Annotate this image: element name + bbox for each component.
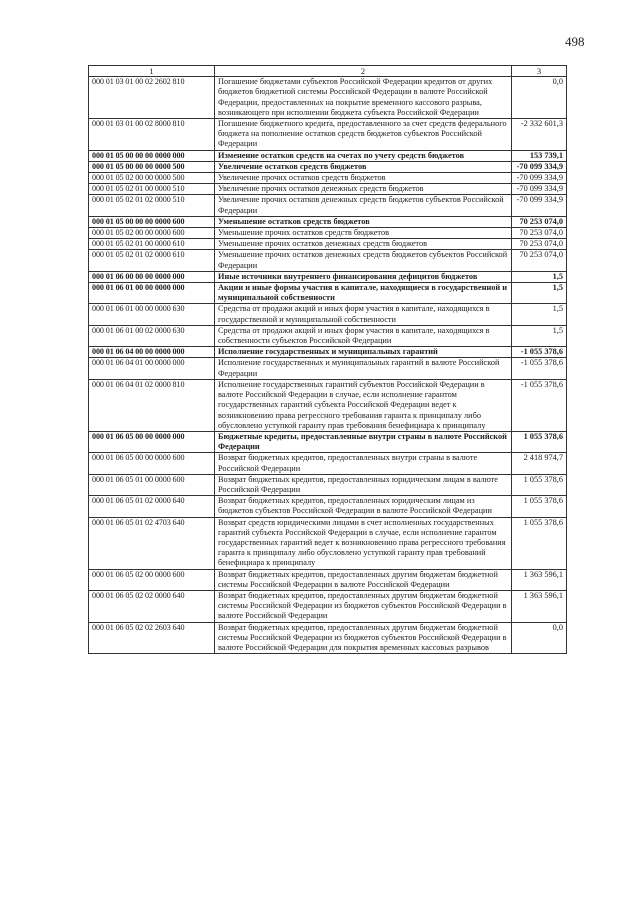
column-header-amount: 3: [512, 66, 567, 77]
amount-cell: 153 739,1: [512, 150, 567, 161]
budget-code-cell: 000 01 03 01 00 02 8000 810: [89, 119, 215, 151]
item-name-cell: Увеличение прочих остатков средств бюджетов: [215, 173, 512, 184]
table-row: [89, 517, 567, 569]
budget-code-cell: 000 01 05 00 00 00 0000 500: [89, 161, 215, 172]
table-row: [89, 239, 567, 250]
budget-code-cell: 000 01 06 04 00 00 0000 000: [89, 347, 215, 358]
item-name-cell: Увеличение остатков средств бюджетов: [215, 161, 512, 172]
amount-cell: 70 253 074,0: [512, 250, 567, 271]
table-row: [89, 173, 567, 184]
amount-cell: -70 099 334,9: [512, 173, 567, 184]
budget-code-cell: 000 01 06 05 00 00 0000 000: [89, 431, 215, 452]
amount-cell: 1 055 378,6: [512, 517, 567, 569]
table-row: [89, 283, 567, 304]
amount-cell: -70 099 334,9: [512, 195, 567, 216]
amount-cell: 1,5: [512, 283, 567, 304]
amount-cell: 2 418 974,7: [512, 453, 567, 474]
amount-cell: 1,5: [512, 325, 567, 346]
budget-code-cell: 000 01 06 05 00 00 0000 600: [89, 453, 215, 474]
amount-cell: 70 253 074,0: [512, 216, 567, 227]
table-row: [89, 216, 567, 227]
budget-code-cell: 000 01 05 00 00 00 0000 600: [89, 216, 215, 227]
table-row: [89, 77, 567, 119]
amount-cell: -1 055 378,6: [512, 358, 567, 379]
item-name-cell: Бюджетные кредиты, предоставленные внутри страны в валюте Российской Федерации: [215, 431, 512, 452]
item-name-cell: Возврат бюджетных кредитов, предоставленных другим бюджетам бюджетной системы Российской Федерации из бюджетов субъектов Российской Федерации в валюте Российской Федерации для покрытия временных кассовых разрывов: [215, 622, 512, 654]
table-row: [89, 358, 567, 379]
amount-cell: 1,5: [512, 304, 567, 325]
item-name-cell: Уменьшение остатков средств бюджетов: [215, 216, 512, 227]
table-header-row: [89, 66, 567, 77]
amount-cell: 0,0: [512, 77, 567, 119]
budget-code-cell: 000 01 05 02 01 02 0000 510: [89, 195, 215, 216]
table-row: [89, 325, 567, 346]
table-row: [89, 271, 567, 282]
item-name-cell: Увеличение прочих остатков денежных средств бюджетов: [215, 184, 512, 195]
budget-code-cell: 000 01 06 05 01 02 0000 640: [89, 496, 215, 517]
item-name-cell: Возврат бюджетных кредитов, предоставленных другим бюджетам бюджетной системы Российской Федерации в валюте Российской Федерации: [215, 569, 512, 590]
item-name-cell: Уменьшение прочих остатков денежных средств бюджетов: [215, 239, 512, 250]
budget-code-cell: 000 01 06 05 01 02 4703 640: [89, 517, 215, 569]
amount-cell: 1 055 378,6: [512, 431, 567, 452]
table-row: [89, 474, 567, 495]
budget-code-cell: 000 01 06 00 00 00 0000 000: [89, 271, 215, 282]
item-name-cell: Исполнение государственных и муниципальных гарантий в валюте Российской Федерации: [215, 358, 512, 379]
budget-code-cell: 000 01 05 02 01 02 0000 610: [89, 250, 215, 271]
table-row: [89, 496, 567, 517]
item-name-cell: Возврат средств юридическими лицами в счет исполненных государственных гарантий субъекта Российской Федерации в случае, если исполнение гарантом государственных гарантий ведет к возникновению права регрессного требования гаранта к принципалу либо обусловлено уступкой гаранту прав требований бенефициара к принципалу: [215, 517, 512, 569]
item-name-cell: Возврат бюджетных кредитов, предоставленных юридическим лицам из бюджетов субъектов Российской Федерации в валюте Российской Федерации: [215, 496, 512, 517]
table-row: [89, 195, 567, 216]
table-row: [89, 590, 567, 622]
budget-code-cell: 000 01 06 04 01 02 0000 810: [89, 379, 215, 431]
budget-code-cell: 000 01 05 02 00 00 0000 600: [89, 228, 215, 239]
table-row: [89, 184, 567, 195]
page-number: 498: [565, 34, 585, 49]
item-name-cell: Иные источники внутреннего финансирования дефицитов бюджетов: [215, 271, 512, 282]
table-row: [89, 119, 567, 151]
item-name-cell: Погашение бюджетами субъектов Российской Федерации кредитов от других бюджетов бюджетной системы Российской Федерации в валюте Российской Федерации, предоставленных на покрытие временного кассового разрыва, возникающего при исполнении бюджета субъекта Российской Федерации: [215, 77, 512, 119]
amount-cell: 1 363 596,1: [512, 590, 567, 622]
budget-code-cell: 000 01 03 01 00 02 2602 810: [89, 77, 215, 119]
item-name-cell: Исполнение государственных гарантий субъектов Российской Федерации в валюте Российской Федерации в случае, если исполнение гарантом государственных гарантий субъекта Российской Федерации ведет к возникновению права регрессного требования гаранта к принципалу либо обусловлено уступкой гаранту прав требования бенефициара к принципалу: [215, 379, 512, 431]
item-name-cell: Средства от продажи акций и иных форм участия в капитале, находящихся в собственности субъектов Российской Федерации: [215, 325, 512, 346]
amount-cell: -70 099 334,9: [512, 184, 567, 195]
amount-cell: 1 363 596,1: [512, 569, 567, 590]
table-row: [89, 228, 567, 239]
item-name-cell: Уменьшение прочих остатков денежных средств бюджетов субъектов Российской Федерации: [215, 250, 512, 271]
table-row: [89, 347, 567, 358]
amount-cell: 70 253 074,0: [512, 228, 567, 239]
amount-cell: 0,0: [512, 622, 567, 654]
table-row: [89, 161, 567, 172]
item-name-cell: Погашение бюджетного кредита, предоставленного за счет средств федерального бюджета на пополнение остатков средств бюджетов субъектов Российской Федерации: [215, 119, 512, 151]
item-name-cell: Увеличение прочих остатков денежных средств бюджетов субъектов Российской Федерации: [215, 195, 512, 216]
budget-sources-table: [88, 65, 567, 654]
item-name-cell: Изменение остатков средств на счетах по учету средств бюджетов: [215, 150, 512, 161]
budget-code-cell: 000 01 06 05 02 02 0000 640: [89, 590, 215, 622]
amount-cell: -1 055 378,6: [512, 347, 567, 358]
table-row: [89, 569, 567, 590]
item-name-cell: Возврат бюджетных кредитов, предоставленных юридическим лицам в валюте Российской Федерации: [215, 474, 512, 495]
table-row: [89, 250, 567, 271]
item-name-cell: Акции и иные формы участия в капитале, находящиеся в государственной и муниципальной собственности: [215, 283, 512, 304]
item-name-cell: Средства от продажи акций и иных форм участия в капитале, находящихся в государственной и муниципальной собственности: [215, 304, 512, 325]
amount-cell: 70 253 074,0: [512, 239, 567, 250]
budget-code-cell: 000 01 06 04 01 00 0000 000: [89, 358, 215, 379]
table-row: [89, 431, 567, 452]
budget-code-cell: 000 01 05 02 01 00 0000 610: [89, 239, 215, 250]
amount-cell: -70 099 334,9: [512, 161, 567, 172]
budget-code-cell: 000 01 05 00 00 00 0000 000: [89, 150, 215, 161]
budget-code-cell: 000 01 06 01 00 02 0000 630: [89, 325, 215, 346]
amount-cell: -1 055 378,6: [512, 379, 567, 431]
column-header-code: 1: [89, 66, 215, 77]
budget-code-cell: 000 01 06 05 02 02 2603 640: [89, 622, 215, 654]
budget-code-cell: 000 01 05 02 01 00 0000 510: [89, 184, 215, 195]
item-name-cell: Уменьшение прочих остатков средств бюджетов: [215, 228, 512, 239]
table-row: [89, 453, 567, 474]
column-header-name: 2: [215, 66, 512, 77]
amount-cell: 1 055 378,6: [512, 496, 567, 517]
budget-code-cell: 000 01 06 05 02 00 0000 600: [89, 569, 215, 590]
amount-cell: 1,5: [512, 271, 567, 282]
item-name-cell: Возврат бюджетных кредитов, предоставленных внутри страны в валюте Российской Федерации: [215, 453, 512, 474]
amount-cell: 1 055 378,6: [512, 474, 567, 495]
item-name-cell: Исполнение государственных и муниципальных гарантий: [215, 347, 512, 358]
amount-cell: -2 332 601,3: [512, 119, 567, 151]
table-row: [89, 150, 567, 161]
budget-code-cell: 000 01 06 01 00 00 0000 630: [89, 304, 215, 325]
budget-code-cell: 000 01 06 05 01 00 0000 600: [89, 474, 215, 495]
item-name-cell: Возврат бюджетных кредитов, предоставленных другим бюджетам бюджетной системы Российской Федерации из бюджетов субъектов Российской Федерации в валюте Российской Федерации: [215, 590, 512, 622]
table-row: [89, 379, 567, 431]
budget-code-cell: 000 01 06 01 00 00 0000 000: [89, 283, 215, 304]
budget-code-cell: 000 01 05 02 00 00 0000 500: [89, 173, 215, 184]
table-row: [89, 622, 567, 654]
table-row: [89, 304, 567, 325]
